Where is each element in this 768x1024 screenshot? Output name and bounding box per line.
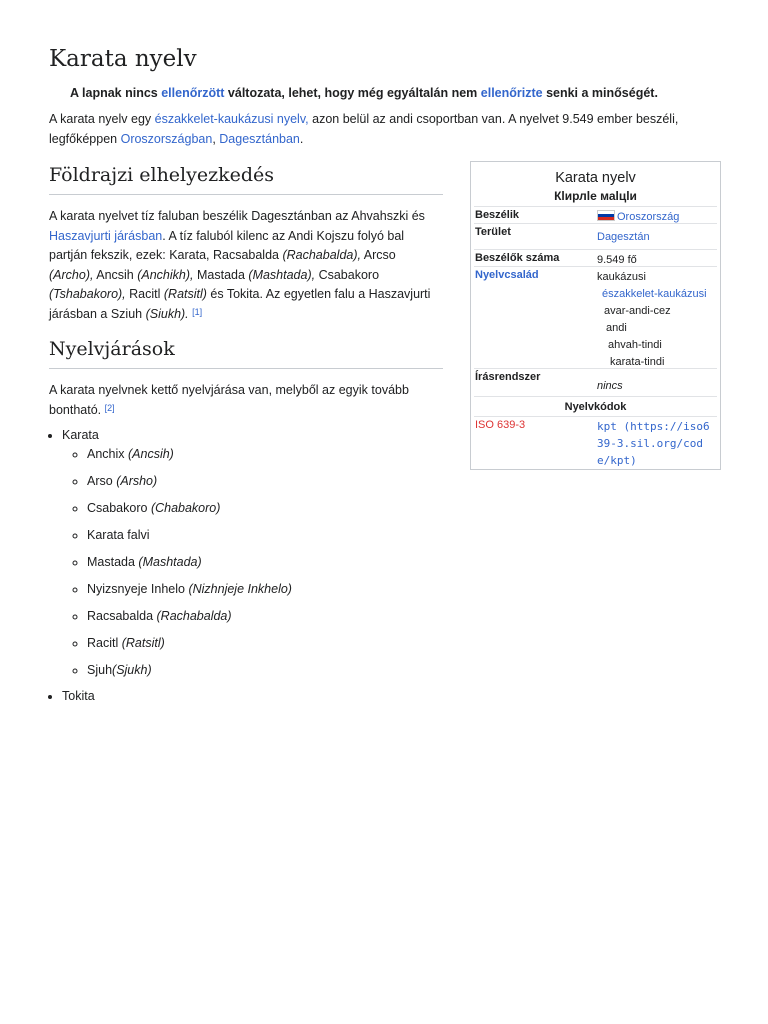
list-item: ◦ Racsabalda (Rachabalda) [87,607,292,634]
list-item: ◦ Karata falvi [87,526,292,553]
infobox-codes-heading: Nyelvkódok [474,396,717,417]
dagestan-link[interactable]: Dagesztánban [219,131,300,146]
dialects-paragraph: A karata nyelvnek kettő nyelvjárása van, melyből az egyik tovább bontható. [2] [49,383,409,417]
flag-russia-icon [597,210,615,221]
list-item: ◦ Sjuh(Sjukh) [87,661,292,687]
northeast-caucasian-link[interactable]: északkelet-kaukázusi nyelv, [154,112,309,126]
infobox-row-family: Nyelvcsalád kaukázusi északkelet-kaukázusi avar-andi-cez andi ahvah-tindi karata-tindi [474,266,717,369]
list-item: ◦ Arso (Arsho) [87,472,292,499]
infobox-row-spoken: Beszélik Oroszország [474,206,717,224]
infobox-row-iso [474,416,717,467]
list-item: • Karata ◦ Anchix (Ancsih) ◦ Arso (Arsho) ◦ Csabakoro (Chabakoro) ◦ Karata falvi ◦ Mastada (Mashtada) ◦ Nyizsnyeje Inhelo (Nizhnjeje Inkhelo) ◦ Racsabalda (Rachabalda) ◦ Racitl (Ratsitl) ◦ Sjuh(Sjukh) [62,426,292,687]
iso-code-link[interactable]: kpt (https://iso6 39-3.sil.org/cod e/kpt) [597,420,710,467]
section-heading-geography: Földrajzi elhelyezkedés [49,164,443,195]
reviewed-by-link[interactable]: ellenőrizte [480,86,543,100]
northeast-caucasian-family-link[interactable]: északkelet-kaukázusi [602,288,707,300]
infobox-dagestan-link[interactable]: Dagesztán [597,231,650,243]
list-item: ◦ Mastada (Mashtada) [87,553,292,580]
language-infobox [470,161,721,470]
list-item: ◦ Anchix (Ancsih) [87,445,292,472]
list-item: ◦ Csabakoro (Chabakoro) [87,499,292,526]
reviewed-link[interactable]: ellenőrzött [161,86,225,100]
reference-2-link[interactable]: [2] [104,402,115,413]
geography-paragraph: A karata nyelvet tíz faluban beszélik Dagesztánban az Ahvahszki és Haszavjurti járásban. A tíz faluból kilenc az Andi Kojszu folyó bal partján fekszik, ezek: Karata, Racsabalda (Rachabalda), Arcso (Archo), Ancsih (Anchikh), Mastada (Mashtada), Csabakoro (Tshabakoro), Racitl (Ratsitl) és Tokita. Az egyetlen falu a Haszavjurti járásban a Sziuh (Siukh). [1] [49,209,431,321]
infobox-title: Karata nyelv [555,170,636,186]
infobox-row-area: Terület Dagesztán [474,223,717,250]
russia-link[interactable]: Oroszországban [120,131,213,146]
list-item: • Tokita [62,687,292,706]
infobox-russia-link[interactable]: Oroszország [617,211,680,223]
infobox-row-script: Írásrendszer nincs [474,368,717,397]
language-family-link[interactable]: Nyelvcsalád [475,269,539,281]
khasavyurt-district-link[interactable]: Haszavjurti járásban [49,228,163,243]
dialect-list [49,426,292,706]
reference-1-link[interactable]: [1] [192,306,203,317]
review-notice: A lapnak nincs ellenőrzött változata, lehet, hogy még egyáltalán nem ellenőrizte senki a minőségét. [70,86,658,100]
infobox-row-speakers: Beszélők száma 9.549 fő [474,249,717,267]
list-item: ◦ Racitl (Ratsitl) [87,634,292,661]
list-item: ◦ Nyizsnyeje Inhelo (Nizhnjeje Inkhelo) [87,580,292,607]
iso-639-3-link[interactable]: ISO 639-3 [475,419,526,431]
infobox-native-name: Кlирлle маlцlи [554,189,637,203]
intro-paragraph: A karata nyelv egy északkelet-kaukázusi nyelv, azon belül az andi csoportban van. A nyelvet 9.549 ember beszéli, legfőképpen Oroszországban, Dagesztánban. [49,112,679,146]
page-title: Karata nyelv [49,46,197,72]
section-heading-dialects: Nyelvjárások [49,338,443,369]
subdialect-list [62,445,292,687]
